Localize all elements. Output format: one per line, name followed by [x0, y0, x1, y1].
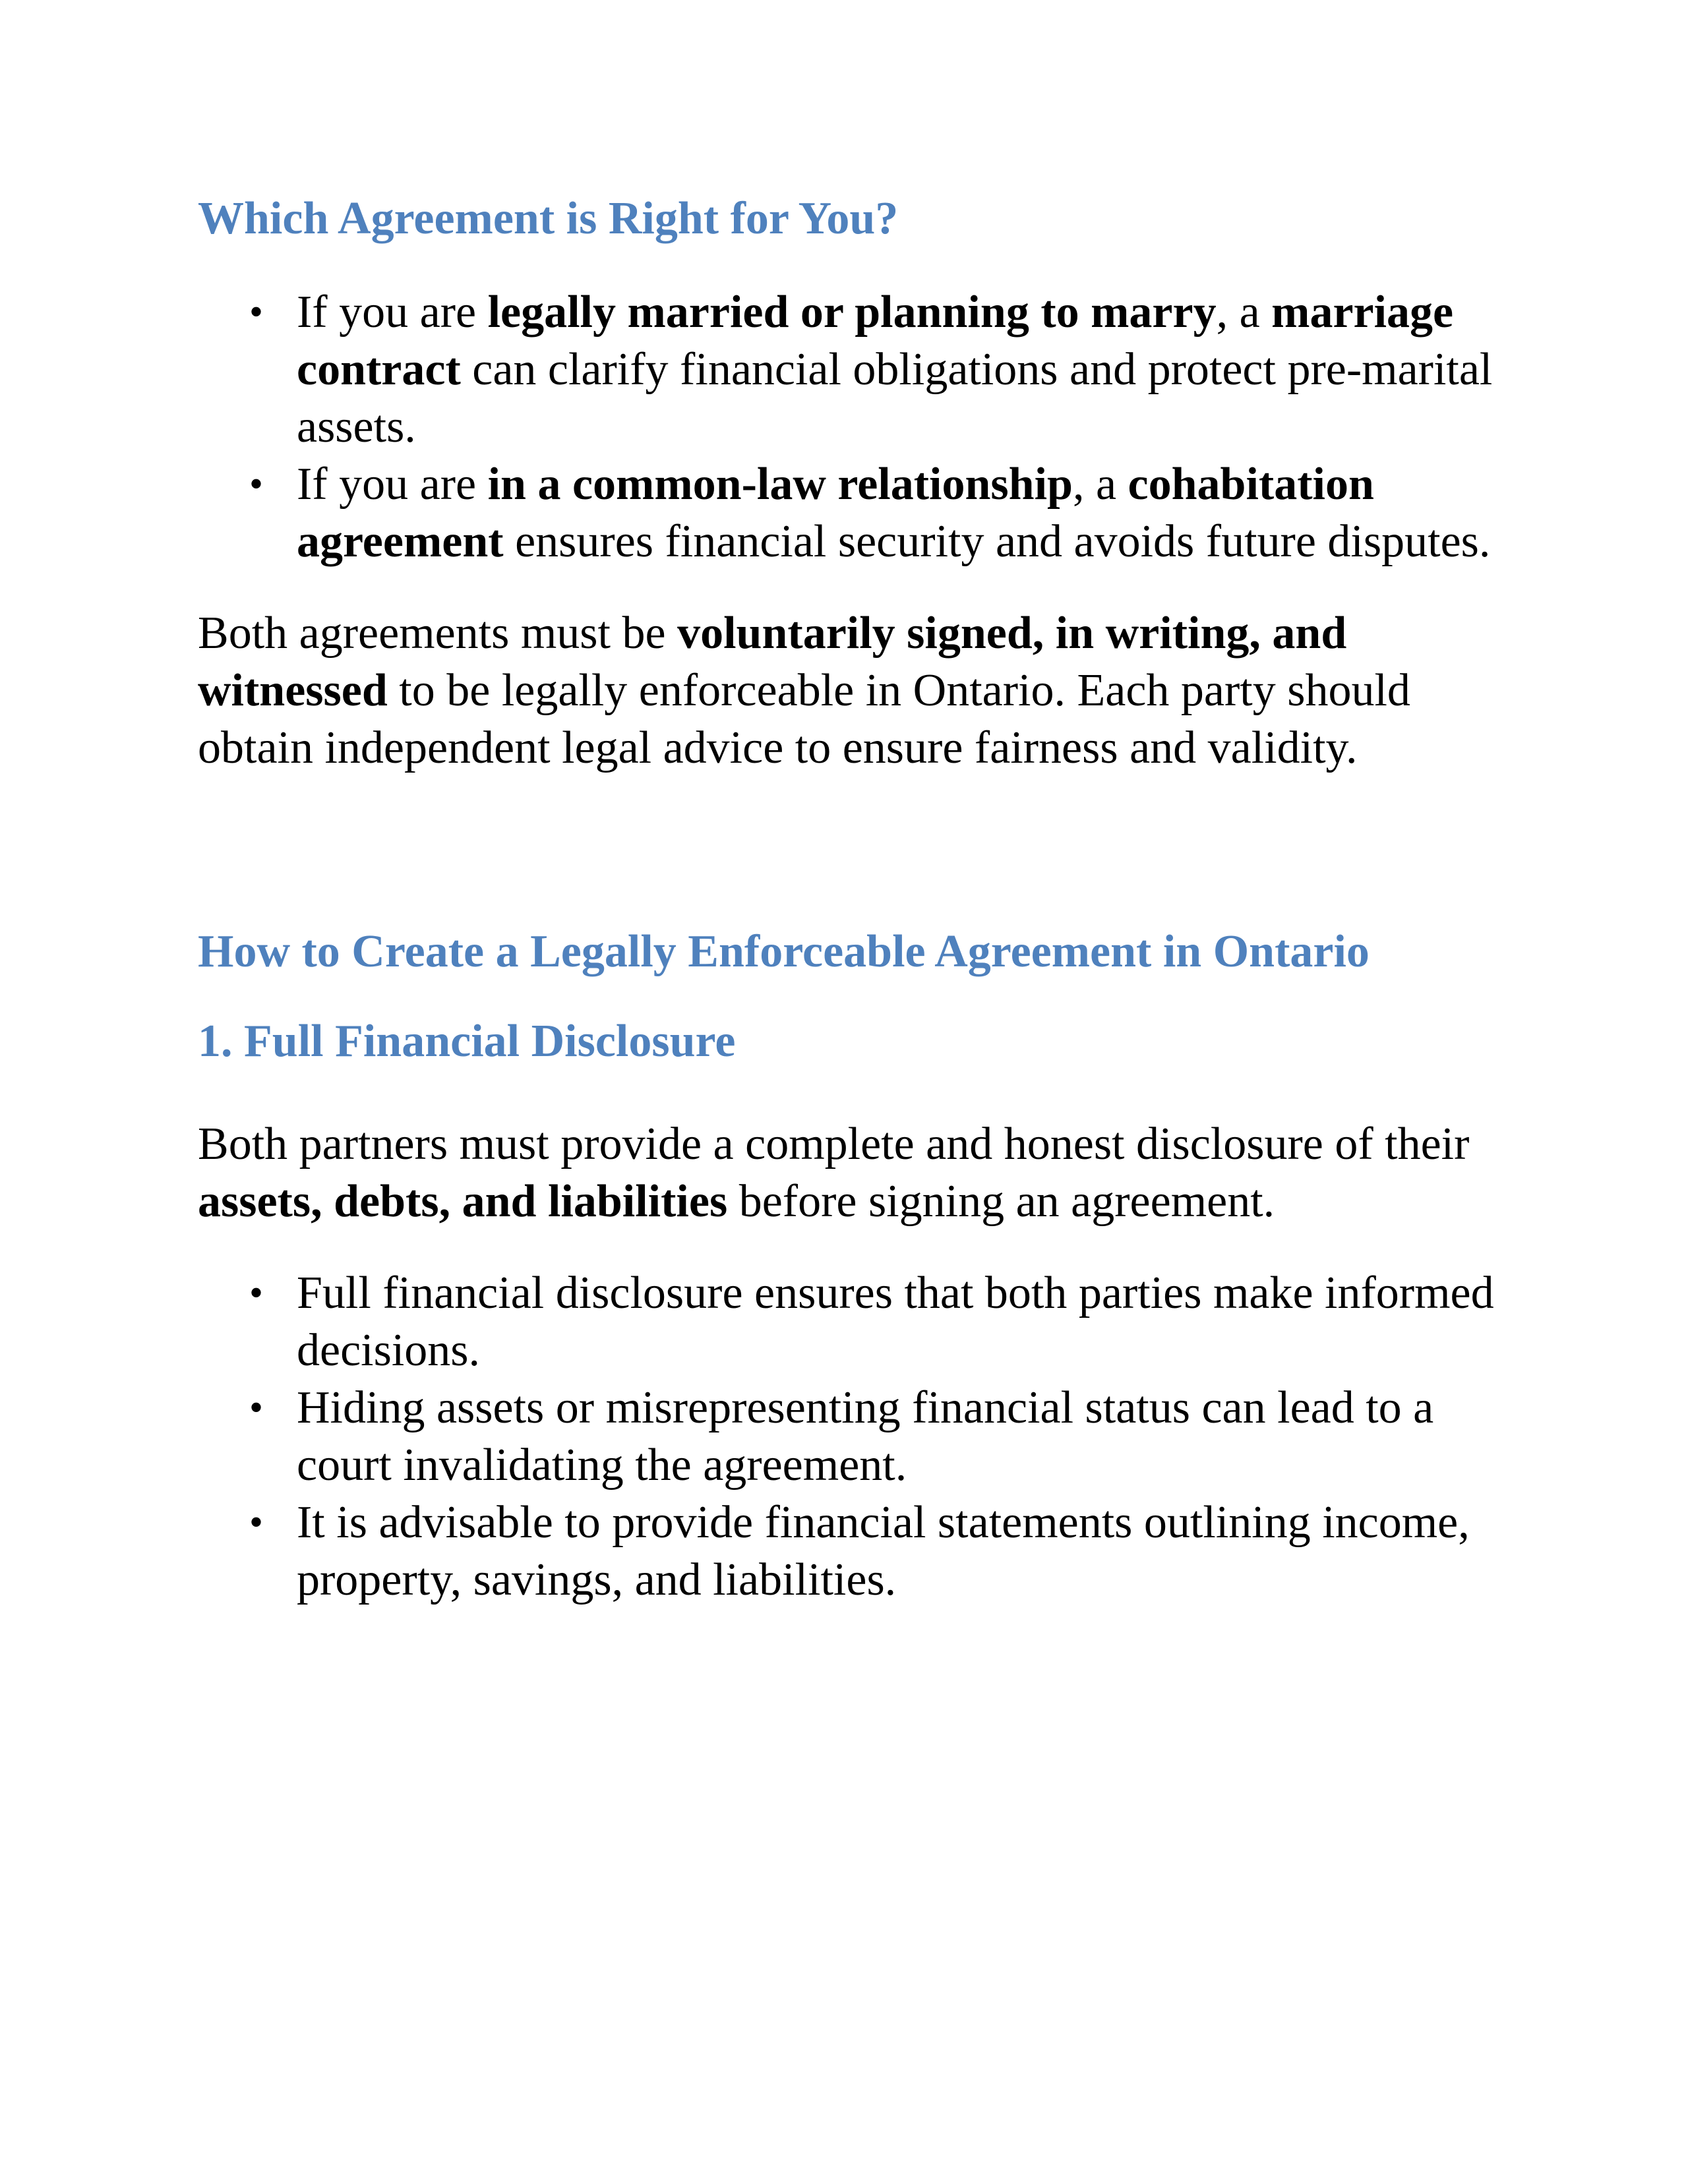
document-page	[198, 191, 1517, 1608]
enforceability-paragraph: Both agreements must be voluntarily signed, in writing, and witnessed to be legally enforceable in Ontario. Each party should obtain independent legal advice to ensure fairness and validity.	[198, 608, 1410, 773]
bullet-icon: •	[249, 290, 264, 334]
bullet-icon: •	[249, 1271, 264, 1314]
disclosure-paragraph: Both partners must provide a complete and honest disclosure of their assets, debts, and liabilities before signing an agreement.	[198, 1119, 1470, 1227]
bullet-icon: •	[249, 462, 264, 506]
agreement-options-list	[198, 283, 1517, 570]
list-item: • It is advisable to provide financial statements outlining income, property, savings, and liabilities.	[297, 1494, 1517, 1608]
bullet-icon: •	[249, 1386, 264, 1429]
section-heading-how-to-create: How to Create a Legally Enforceable Agreement in Ontario	[198, 926, 1370, 977]
list-item: • Hiding assets or misrepresenting financial status can lead to a court invalidating the agreement.	[297, 1379, 1517, 1494]
section-heading-which-agreement: Which Agreement is Right for You?	[198, 193, 899, 244]
bullet-icon: •	[249, 1500, 264, 1544]
step-heading-financial-disclosure: 1. Full Financial Disclosure	[198, 1016, 736, 1067]
list-item: • If you are in a common-law relationship, a cohabitation agreement ensures financial security and avoids future disputes.	[297, 456, 1517, 570]
list-item: • Full financial disclosure ensures that both parties make informed decisions.	[297, 1264, 1517, 1379]
list-item: • If you are legally married or planning to marry, a marriage contract can clarify financial obligations and protect pre-marital assets.	[297, 283, 1517, 456]
disclosure-points-list	[198, 1264, 1517, 1608]
